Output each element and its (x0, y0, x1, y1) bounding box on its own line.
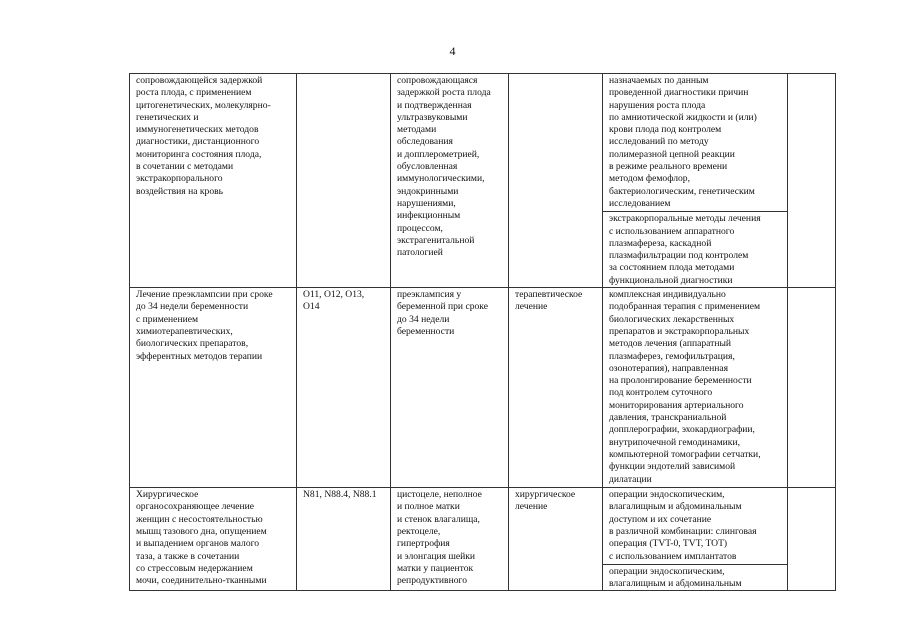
cell-empty (788, 288, 836, 488)
cell-treatment: хирургическое лечение (509, 488, 603, 591)
cell-model: сопровождающаяся задержкой роста плода и подтвержденная ультразвуковыми методами обследования и допплерометрией, обусловленная иммунологическими, эндокринными нарушениями, инфекционным процессом, экстрагенитальной патологией (391, 74, 509, 288)
cell-empty (788, 488, 836, 591)
cell-codes (297, 74, 391, 288)
cell-name: Хирургическое органосохраняющее лечение женщин с несостоятельностью мышц тазового дна, опущением и выпадением органов малого таза, а также в сочетании со стрессовым недержанием мочи, соединительно-тканными (130, 488, 297, 591)
table-row (130, 488, 836, 591)
method-block: операции эндоскопическим, влагалищным и абдоминальным доступом и их сочетание в различной комбинации: слинговая операция (TVT-0, TVT, TOT) с использованием имплантатов (609, 489, 757, 562)
cell-treatment (509, 74, 603, 288)
cell-method (603, 488, 788, 591)
cell-method (603, 288, 788, 488)
cell-model: преэклампсия у беременной при сроке до 34 недели беременности (391, 288, 509, 488)
table-row (130, 288, 836, 488)
table-row (130, 74, 836, 288)
cell-model: цистоцеле, неполное и полное матки и стенок влагалища, ректоцеле, гипертрофия и элонгация шейки матки у пациенток репродуктивного (391, 488, 509, 591)
cell-method (603, 74, 788, 288)
method-block: комплексная индивидуально подобранная терапия с применением биологических лекарственных препаратов и экстракорпоральных методов лечения (аппаратный плазмаферез, гемофильтрация, озонотерапия), направленная на пролонгирование беременности под контролем суточного мониторирования артериального давления, транскраниальной допплерографии, эхокардиографии, внутрипочечной гемодинамики, компьютерной томографии сетчатки, функции эндотелий зависимой дилатации (609, 289, 761, 485)
cell-codes: N81, N88.4, N88.1 (297, 488, 391, 591)
method-block: экстракорпоральные методы лечения с использованием аппаратного плазмафереза, каскадной плазмафильтрации под контролем за состоянием плода методами функциональной диагностики (603, 211, 787, 287)
cell-treatment: терапевтическое лечение (509, 288, 603, 488)
cell-empty (788, 74, 836, 288)
cell-name: сопровождающейся задержкой роста плода, с применением цитогенетических, молекулярно- генетических и иммуногенетических методов диагностики, дистанционного мониторинга состояния плода, в сочетании с методами экстракорпорального воздействия на кровь (130, 74, 297, 288)
method-block: назначаемых по данным проведенной диагностики причин нарушения роста плода по амниотической жидкости и (или) крови плода под контролем исследований по методу полимеразной цепной реакции в режиме реального времени методом фемофлор, бактериологическим, генетическим исследованием (609, 75, 757, 209)
page-number: 4 (449, 44, 456, 58)
method-block: операции эндоскопическим, влагалищным и абдоминальным (603, 564, 787, 591)
cell-codes: O11, O12, O13, O14 (297, 288, 391, 488)
cell-name: Лечение преэклампсии при сроке до 34 недели беременности с применением химиотерапевтических, биологических препаратов, эфферентных методов терапии (130, 288, 297, 488)
procedures-table (129, 73, 836, 591)
